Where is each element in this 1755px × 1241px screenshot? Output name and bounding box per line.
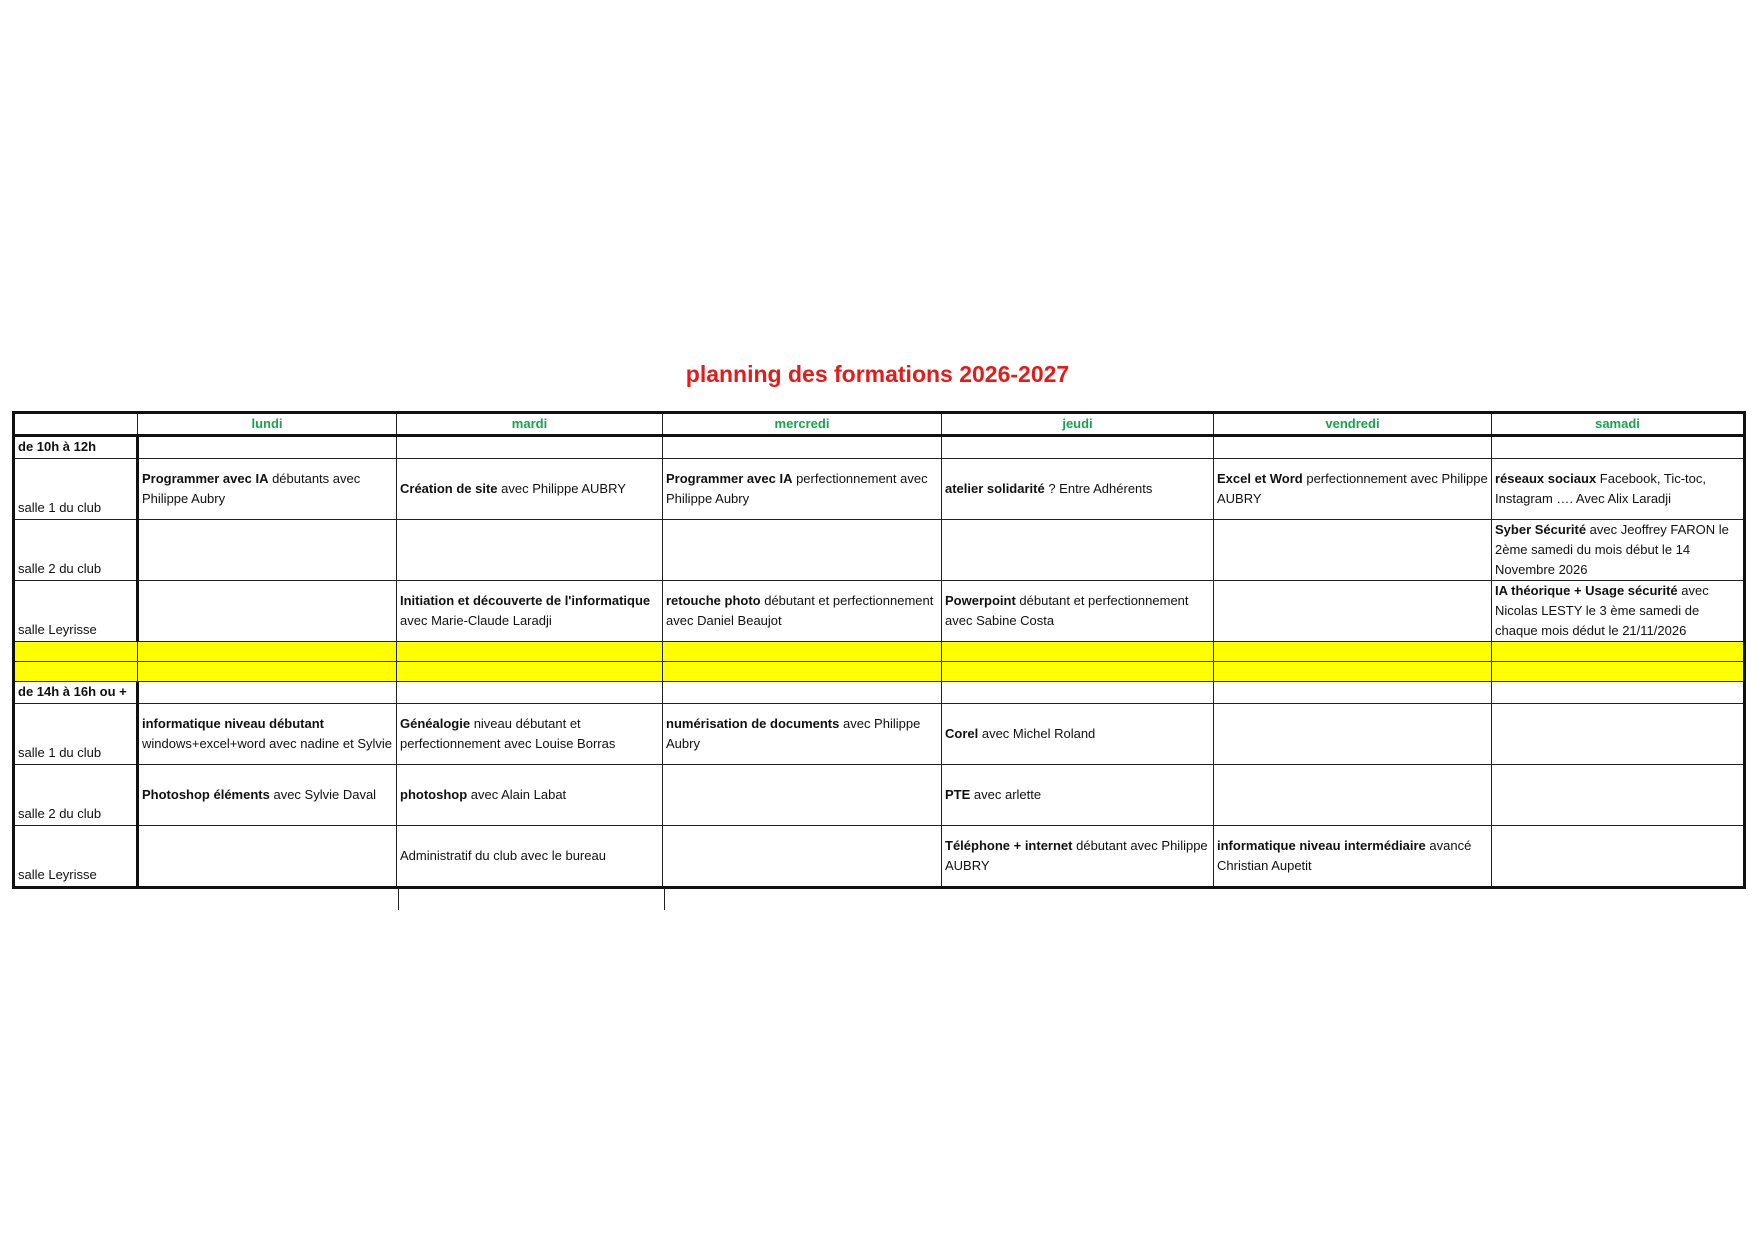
course-name: IA théorique + Usage sécurité xyxy=(1495,583,1678,598)
course-name: numérisation de documents xyxy=(666,716,840,731)
course-cell-mardi xyxy=(397,704,663,765)
course-details: avec Michel Roland xyxy=(978,726,1096,741)
morning-section-label: de 10h à 12h xyxy=(14,436,138,459)
empty-cell xyxy=(397,436,663,459)
room-label: salle 1 du club xyxy=(14,704,138,765)
empty-cell xyxy=(397,682,663,704)
course-details: avec Sylvie Daval xyxy=(269,787,377,802)
course-cell-jeudi xyxy=(942,826,1214,888)
separator-row xyxy=(14,642,1745,662)
course-details: avec Alain Labat xyxy=(467,787,567,802)
course-name: Syber Sécurité xyxy=(1495,522,1587,537)
course-details: avec Jeoffrey FARON le 2ème samedi du mois début le 14 Novembre 2026 xyxy=(1495,522,1729,577)
empty-cell xyxy=(138,682,397,704)
afternoon-section-row xyxy=(14,682,1745,704)
course-name: Corel xyxy=(945,726,979,741)
corner-cell xyxy=(14,413,138,436)
empty-cell xyxy=(1214,682,1492,704)
course-name: Powerpoint xyxy=(945,593,1016,608)
room-row xyxy=(14,704,1745,765)
room-row xyxy=(14,459,1745,520)
mardi-column-line-stub xyxy=(398,888,399,910)
course-cell-samadi xyxy=(1492,520,1745,581)
separator-cell xyxy=(1214,662,1492,682)
course-cell-mercredi xyxy=(663,704,942,765)
course-name: Généalogie xyxy=(400,716,471,731)
course-cell-samadi xyxy=(1492,765,1745,826)
separator-cell xyxy=(1492,662,1745,682)
page-title: planning des formations 2026-2027 xyxy=(685,361,1070,387)
course-details: avec arlette xyxy=(970,787,1042,802)
day-header-vendredi: vendredi xyxy=(1214,413,1492,436)
course-name: Téléphone + internet xyxy=(945,838,1073,853)
course-cell-lundi xyxy=(138,826,397,888)
course-details: avec Nicolas LESTY le 3 ème samedi de chaque mois dédut le 21/11/2026 xyxy=(1495,583,1709,638)
course-cell-mardi xyxy=(397,826,663,888)
course-name: Programmer avec IA xyxy=(666,471,793,486)
course-details: débutants avec Philippe Aubry xyxy=(142,471,361,506)
separator-cell xyxy=(14,662,138,682)
course-cell-mercredi xyxy=(663,765,942,826)
course-details: Administratif du club avec le bureau xyxy=(400,848,606,863)
empty-cell xyxy=(663,436,942,459)
separator-cell xyxy=(1214,642,1492,662)
room-label: salle 1 du club xyxy=(14,459,138,520)
course-name: Photoshop éléments xyxy=(142,787,270,802)
day-header-samadi: samadi xyxy=(1492,413,1745,436)
course-cell-mardi xyxy=(397,581,663,642)
day-header-mardi: mardi xyxy=(397,413,663,436)
planning-table xyxy=(12,411,1746,889)
course-cell-vendredi xyxy=(1214,581,1492,642)
course-cell-mercredi xyxy=(663,520,942,581)
course-details: Facebook, Tic-toc, Instagram …. Avec Alix Laradji xyxy=(1495,471,1707,506)
empty-cell xyxy=(1492,436,1745,459)
course-cell-lundi xyxy=(138,704,397,765)
course-cell-mercredi xyxy=(663,581,942,642)
course-details: perfectionnement avec Philippe Aubry xyxy=(666,471,928,506)
day-header-row xyxy=(14,413,1745,436)
course-cell-jeudi xyxy=(942,459,1214,520)
empty-cell xyxy=(942,436,1214,459)
separator-row xyxy=(14,662,1745,682)
course-cell-samadi xyxy=(1492,704,1745,765)
course-cell-jeudi xyxy=(942,520,1214,581)
separator-cell xyxy=(663,662,942,682)
room-label: salle Leyrisse xyxy=(14,581,138,642)
course-details: débutant avec Philippe AUBRY xyxy=(945,838,1208,873)
course-cell-mardi xyxy=(397,765,663,826)
room-row xyxy=(14,765,1745,826)
empty-cell xyxy=(1214,436,1492,459)
course-details: avec Philippe AUBRY xyxy=(497,481,626,496)
day-header-mercredi: mercredi xyxy=(663,413,942,436)
room-label: salle 2 du club xyxy=(14,520,138,581)
room-row xyxy=(14,581,1745,642)
course-details: avec Philippe Aubry xyxy=(666,716,921,751)
separator-cell xyxy=(397,642,663,662)
separator-cell xyxy=(1492,642,1745,662)
separator-cell xyxy=(138,642,397,662)
course-name: Création de site xyxy=(400,481,498,496)
empty-cell xyxy=(663,682,942,704)
course-name: Initiation et découverte de l'informatique xyxy=(400,593,651,608)
course-cell-lundi xyxy=(138,459,397,520)
course-name: informatique niveau débutant xyxy=(142,716,325,731)
course-name: photoshop xyxy=(400,787,468,802)
course-name: retouche photo xyxy=(666,593,761,608)
separator-cell xyxy=(138,662,397,682)
mercredi-column-line-stub xyxy=(664,888,665,910)
course-cell-mardi xyxy=(397,520,663,581)
empty-cell xyxy=(942,682,1214,704)
course-cell-vendredi xyxy=(1214,704,1492,765)
course-name: PTE xyxy=(945,787,971,802)
course-cell-lundi xyxy=(138,765,397,826)
separator-cell xyxy=(942,642,1214,662)
separator-cell xyxy=(14,642,138,662)
course-details: ? Entre Adhérents xyxy=(1044,481,1153,496)
separator-cell xyxy=(397,662,663,682)
room-label: salle 2 du club xyxy=(14,765,138,826)
course-name: atelier solidarité xyxy=(945,481,1045,496)
empty-cell xyxy=(1492,682,1745,704)
separator-cell xyxy=(942,662,1214,682)
course-cell-mardi xyxy=(397,459,663,520)
day-header-lundi: lundi xyxy=(138,413,397,436)
course-cell-samadi xyxy=(1492,581,1745,642)
empty-cell xyxy=(138,436,397,459)
morning-section-row xyxy=(14,436,1745,459)
course-cell-vendredi xyxy=(1214,520,1492,581)
course-cell-samadi xyxy=(1492,459,1745,520)
course-name: réseaux sociaux xyxy=(1495,471,1597,486)
course-details: niveau débutant et perfectionnement avec Louise Borras xyxy=(400,716,616,751)
room-label: salle Leyrisse xyxy=(14,826,138,888)
course-details: débutant et perfectionnement avec Daniel Beaujot xyxy=(666,593,934,628)
course-cell-samadi xyxy=(1492,826,1745,888)
course-details: débutant et perfectionnement avec Sabine Costa xyxy=(945,593,1189,628)
course-cell-vendredi xyxy=(1214,765,1492,826)
course-name: Programmer avec IA xyxy=(142,471,269,486)
afternoon-section-label: de 14h à 16h ou + xyxy=(14,682,138,704)
course-cell-vendredi xyxy=(1214,459,1492,520)
course-details: avancé Christian Aupetit xyxy=(1217,838,1472,873)
course-details: avec Marie-Claude Laradji xyxy=(400,613,552,628)
course-details: perfectionnement avec Philippe AUBRY xyxy=(1217,471,1488,506)
course-cell-jeudi xyxy=(942,704,1214,765)
course-cell-lundi xyxy=(138,581,397,642)
course-cell-lundi xyxy=(138,520,397,581)
course-name: informatique niveau intermédiaire xyxy=(1217,838,1426,853)
course-cell-jeudi xyxy=(942,581,1214,642)
course-cell-mercredi xyxy=(663,826,942,888)
room-row xyxy=(14,826,1745,888)
course-cell-vendredi xyxy=(1214,826,1492,888)
room-row xyxy=(14,520,1745,581)
course-cell-jeudi xyxy=(942,765,1214,826)
course-cell-mercredi xyxy=(663,459,942,520)
course-name: Excel et Word xyxy=(1217,471,1303,486)
day-header-jeudi: jeudi xyxy=(942,413,1214,436)
separator-cell xyxy=(663,642,942,662)
course-details: windows+excel+word avec nadine et Sylvie xyxy=(142,736,393,751)
